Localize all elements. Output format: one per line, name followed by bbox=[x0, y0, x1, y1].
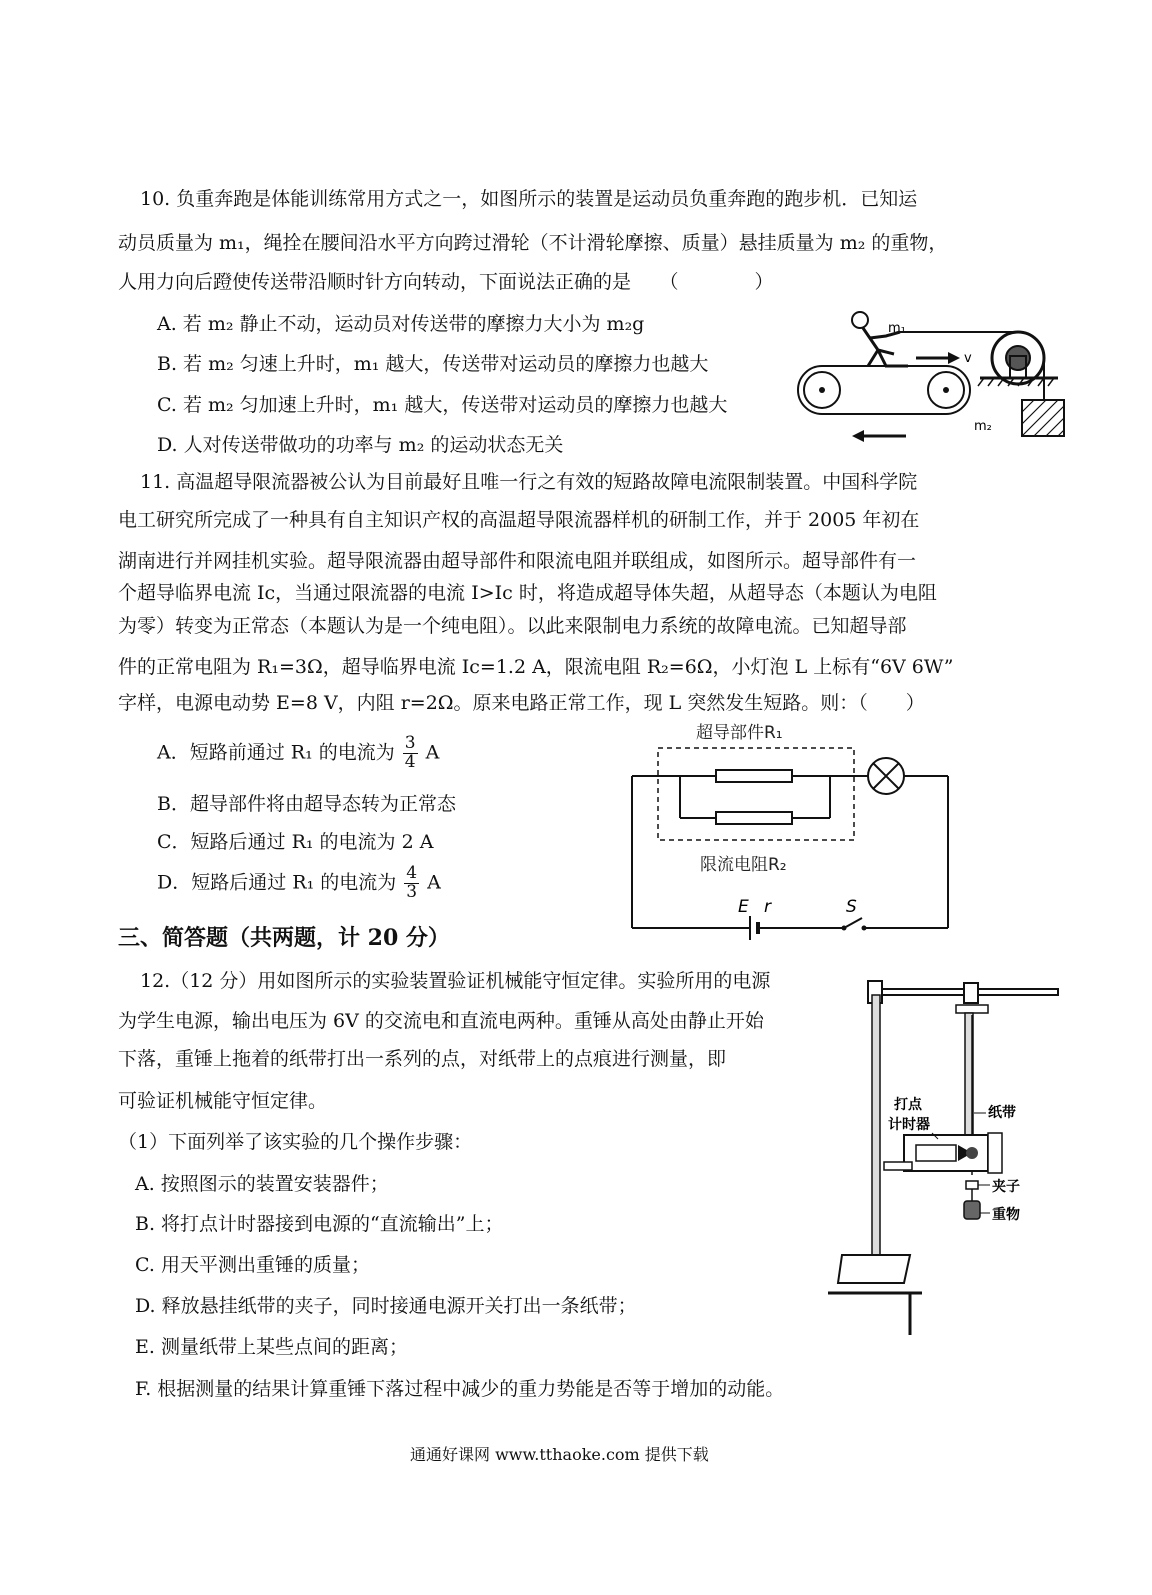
internal-resistance-label: r bbox=[764, 897, 771, 917]
timer-label-line-1: 打点 bbox=[894, 1097, 922, 1113]
q10-line-1: 10. 负重奔跑是体能训练常用方式之一，如图所示的装置是运动员负重奔跑的跑步机．已知运 bbox=[140, 188, 918, 210]
q11-option-c: C．短路后通过 R₁ 的电流为 2 A bbox=[157, 831, 434, 853]
superconductor-label: 超导部件R₁ bbox=[696, 723, 783, 743]
q12-subquestion-1: （1）下面列举了该实验的几个操作步骤： bbox=[118, 1131, 473, 1153]
paper-tape-label: 纸带 bbox=[988, 1105, 1016, 1121]
q10-option-b: B. 若 m₂ 匀速上升时，m₁ 越大，传送带对运动员的摩擦力也越大 bbox=[157, 353, 709, 375]
q11-line-7: 字样，电源电动势 E=8 V，内阻 r=2Ω。原来电路正常工作，现 L 突然发生短路。则：（ ） bbox=[118, 692, 925, 714]
clip-label: 夹子 bbox=[992, 1179, 1020, 1195]
q12-step-f: F. 根据测量的结果计算重锤下落过程中减少的重力势能是否等于增加的动能。 bbox=[135, 1378, 785, 1400]
fraction-3-4: $\frac{3}{4}$ bbox=[404, 733, 416, 772]
m1-label: m₁ bbox=[888, 321, 906, 336]
q11-line-4: 个超导临界电流 Ic，当通过限流器的电流 I>Ic 时，将造成超导体失超，从超导态（本题认为电阻 bbox=[118, 582, 937, 604]
apparatus-figure bbox=[828, 975, 1058, 1340]
q11-line-2: 电工研究所完成了一种具有自主知识产权的高温超导限流器样机的研制工作，并于 2005 年初在 bbox=[118, 509, 920, 531]
v-label: v bbox=[964, 351, 972, 366]
q11-line-3: 湖南进行并网挂机实验。超导限流器由超导部件和限流电阻并联组成，如图所示。超导部件有一 bbox=[118, 550, 917, 572]
footer-text: 通通好课网 www.tthaoke.com 提供下载 bbox=[410, 1445, 709, 1464]
q11-option-d bbox=[157, 865, 441, 902]
q12-step-d: D. 释放悬挂纸带的夹子，同时接通电源开关打出一条纸带； bbox=[135, 1295, 637, 1317]
q12-line-3: 下落，重锤上拖着的纸带打出一系列的点，对纸带上的点痕进行测量，即 bbox=[118, 1048, 727, 1070]
q12-line-1: 12.（12 分）用如图所示的实验装置验证机械能守恒定律。实验所用的电源 bbox=[140, 970, 771, 992]
q11-option-d-text: D．短路后通过 R₁ 的电流为 bbox=[157, 871, 397, 894]
q11-line-6: 件的正常电阻为 R₁=3Ω，超导临界电流 Ic=1.2 A，限流电阻 R₂=6Ω，小灯泡 L 上标有“6V 6W” bbox=[118, 656, 954, 678]
q12-step-e: E. 测量纸带上某些点间的距离； bbox=[135, 1336, 408, 1358]
q12-line-4: 可验证机械能守恒定律。 bbox=[118, 1090, 328, 1112]
emf-label: E bbox=[738, 897, 749, 917]
q11-line-1: 11. 高温超导限流器被公认为目前最好且唯一行之有效的短路故障电流限制装置。中国科学院 bbox=[140, 471, 918, 493]
switch-label: S bbox=[846, 897, 857, 917]
limit-resistor-label: 限流电阻R₂ bbox=[700, 855, 787, 875]
m2-label: m₂ bbox=[974, 419, 992, 434]
treadmill-figure bbox=[790, 300, 1070, 450]
q12-line-2: 为学生电源，输出电压为 6V 的交流电和直流电两种。重锤从高处由静止开始 bbox=[118, 1010, 764, 1032]
q10-option-a: A. 若 m₂ 静止不动，运动员对传送带的摩擦力大小为 m₂g bbox=[157, 313, 645, 335]
q12-step-c: C. 用天平测出重锤的质量； bbox=[135, 1254, 370, 1276]
q10-line-3: 人用力向后蹬使传送带沿顺时针方向转动，下面说法正确的是 （ ） bbox=[118, 271, 774, 293]
section-3-title: 三、简答题（共两题，计 20 分） bbox=[118, 925, 450, 951]
q11-option-a-text: A．短路前通过 R₁ 的电流为 bbox=[157, 741, 395, 764]
q10-option-d: D. 人对传送带做功的功率与 m₂ 的运动状态无关 bbox=[157, 434, 564, 456]
q11-option-a bbox=[157, 735, 439, 772]
q12-step-a: A. 按照图示的装置安装器件； bbox=[135, 1173, 389, 1195]
q10-line-2: 动员质量为 m₁，绳拴在腰间沿水平方向跨过滑轮（不计滑轮摩擦、质量）悬挂质量为 m₂ 的重物， bbox=[118, 232, 948, 254]
weight-label: 重物 bbox=[992, 1207, 1020, 1223]
circuit-figure bbox=[630, 718, 950, 933]
q11-option-d-unit: A bbox=[427, 871, 441, 894]
fraction-4-3: $\frac{4}{3}$ bbox=[406, 863, 418, 902]
q11-option-a-unit: A bbox=[425, 741, 440, 764]
q11-line-5: 为零）转变为正常态（本题认为是一个纯电阻）。以此来限制电力系统的故障电流。已知超导部 bbox=[118, 615, 907, 637]
timer-label-line-2: 计时器 bbox=[888, 1117, 930, 1133]
q10-option-c: C. 若 m₂ 匀加速上升时，m₁ 越大，传送带对运动员的摩擦力也越大 bbox=[157, 394, 728, 416]
q12-step-b: B. 将打点计时器接到电源的“直流输出”上； bbox=[135, 1213, 504, 1235]
q11-option-b: B．超导部件将由超导态转为正常态 bbox=[157, 793, 456, 815]
